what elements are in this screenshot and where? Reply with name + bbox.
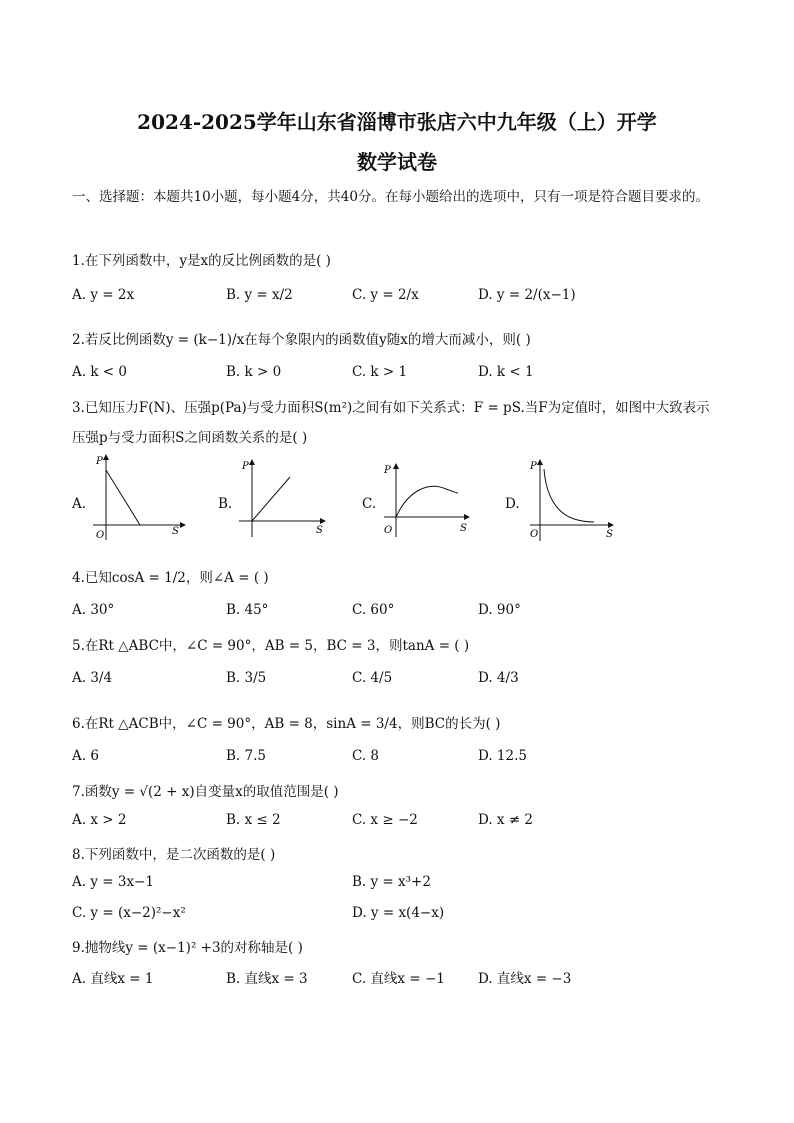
section-intro: 一、选择题：本题共10小题，每小题4分，共40分。在每小题给出的选项中，只有一项是符合题目要求的。 [72, 189, 709, 205]
graph-c [378, 455, 478, 541]
question-8-option-b: B. y = x³+2 [352, 874, 431, 890]
question-3-stem-line1: 3.已知压力F(N)、压强p(Pa)与受力面积S(m²)之间有如下关系式：F = pS.当F为定值时，如图中大致表示 [72, 400, 710, 416]
question-3-stem-line2: 压强p与受力面积S之间函数关系的是( ) [72, 430, 308, 446]
question-4-option-a: A. 30° [72, 602, 115, 618]
question-5-option-c: C. 4/5 [352, 670, 393, 686]
graph-a [88, 452, 188, 544]
question-6-option-a: A. 6 [72, 748, 99, 764]
question-7-stem: 7.函数y = √(2 + x)自变量x的取值范围是( ) [72, 784, 339, 800]
question-6-option-d: D. 12.5 [478, 748, 527, 764]
question-4-option-c: C. 60° [352, 602, 395, 618]
graph-c-origin: O [384, 525, 393, 536]
graph-b [234, 455, 334, 545]
question-3-option-a: A. [72, 496, 87, 512]
question-8-option-a: A. y = 3x−1 [72, 874, 154, 890]
graph-a-x-label: S [172, 526, 179, 537]
question-6-option-b: B. 7.5 [226, 748, 266, 764]
question-8-option-d: D. y = x(4−x) [352, 905, 445, 921]
question-8-stem: 8.下列函数中，是二次函数的是( ) [72, 847, 276, 863]
question-7-option-a: A. x > 2 [72, 812, 127, 828]
question-4-stem: 4.已知cosA = 1/2，则∠A = ( ) [72, 570, 269, 586]
graph-d [524, 455, 624, 545]
question-2-option-c: C. k > 1 [352, 364, 408, 380]
question-2-option-d: D. k < 1 [478, 364, 534, 380]
question-1-option-d: D. y = 2/(x−1) [478, 287, 576, 303]
question-7-option-c: C. x ≥ −2 [352, 812, 418, 828]
question-4-option-d: D. 90° [478, 602, 521, 618]
graph-b-y-label: P [242, 461, 249, 472]
graph-d-y-label: P [530, 461, 537, 472]
page-subtitle: 数学试卷 [357, 150, 437, 174]
question-5-option-d: D. 4/3 [478, 670, 519, 686]
question-9-option-d: D. 直线x = −3 [478, 971, 572, 987]
question-1-option-a: A. y = 2x [72, 287, 135, 303]
question-9-option-b: B. 直线x = 3 [226, 971, 308, 987]
graph-c-x-label: S [460, 523, 467, 534]
question-7-option-d: D. x ≠ 2 [478, 812, 534, 828]
question-9-option-a: A. 直线x = 1 [72, 971, 154, 987]
question-3-option-b: B. [218, 496, 233, 512]
question-5-option-b: B. 3/5 [226, 670, 267, 686]
question-6-option-c: C. 8 [352, 748, 380, 764]
question-2-option-b: B. k > 0 [226, 364, 282, 380]
question-1-stem: 1.在下列函数中，y是x的反比例函数的是( ) [72, 253, 331, 269]
graph-d-x-label: S [606, 529, 613, 540]
graph-a-origin: O [96, 530, 105, 541]
question-9-option-c: C. 直线x = −1 [352, 971, 445, 987]
graph-a-y-label: P [96, 456, 103, 467]
question-1-option-b: B. y = x/2 [226, 287, 293, 303]
graph-c-y-label: P [384, 465, 391, 476]
question-5-option-a: A. 3/4 [72, 670, 113, 686]
question-7-option-b: B. x ≤ 2 [226, 812, 281, 828]
question-5-stem: 5.在Rt △ABC中，∠C = 90°，AB = 5，BC = 3，则tanA = ( ) [72, 638, 470, 654]
question-4-option-b: B. 45° [226, 602, 269, 618]
question-9-stem: 9.抛物线y = (x−1)² +3的对称轴是( ) [72, 940, 303, 956]
question-6-stem: 6.在Rt △ACB中，∠C = 90°，AB = 8，sinA = 3/4，则BC的长为( ) [72, 716, 501, 732]
page-title: 2024-2025学年山东省淄博市张店六中九年级（上）开学 [137, 110, 657, 134]
question-8-option-c: C. y = (x−2)²−x² [72, 905, 186, 921]
question-1-option-c: C. y = 2/x [352, 287, 419, 303]
graph-b-x-label: S [316, 525, 323, 536]
question-2-option-a: A. k < 0 [72, 364, 127, 380]
question-3-option-d: D. [505, 496, 520, 512]
question-2-stem: 2.若反比例函数y = (k−1)/x在每个象限内的函数值y随x的增大而减小，则( ) [72, 332, 531, 348]
graph-d-origin: O [530, 529, 539, 540]
question-3-option-c: C. [362, 496, 377, 512]
